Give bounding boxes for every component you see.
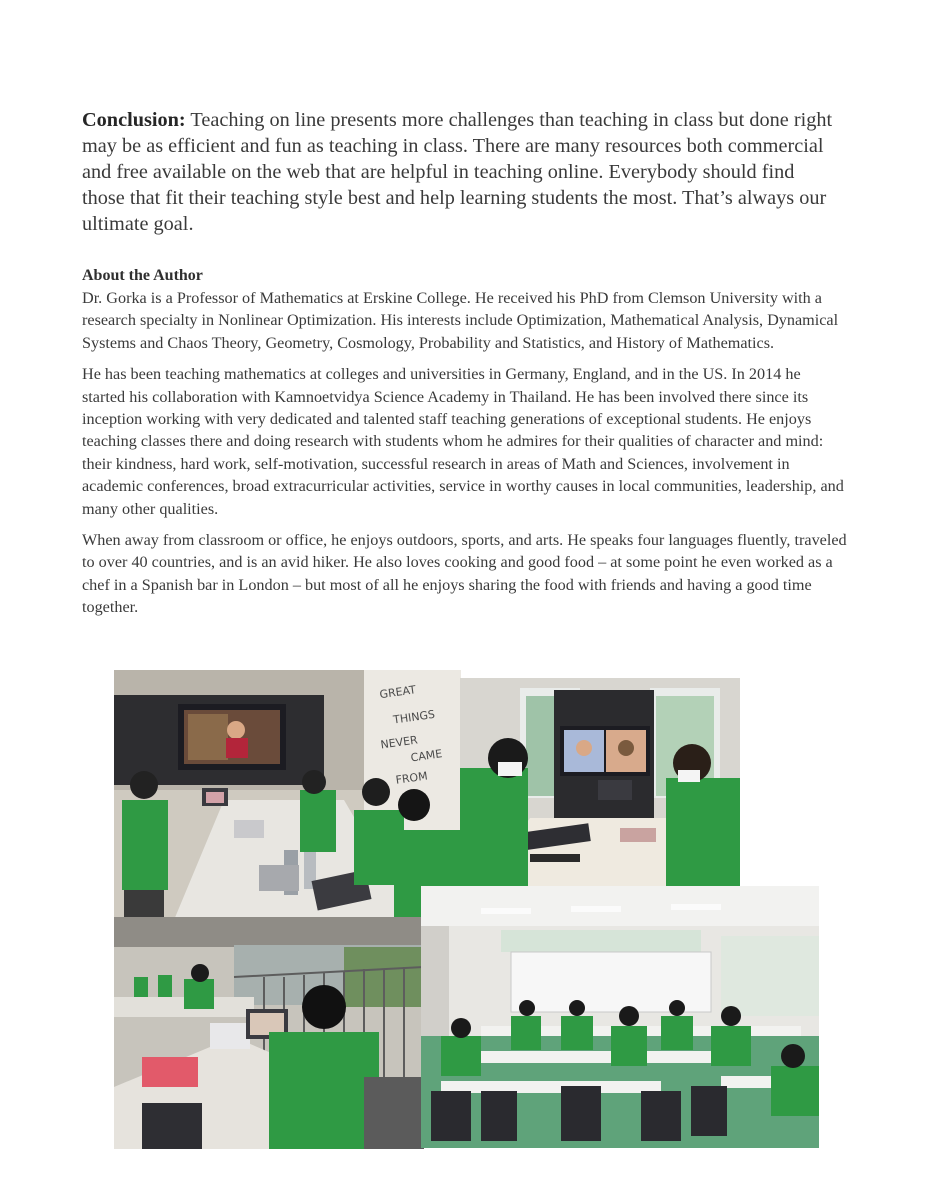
wall-word-4: CAME (409, 747, 444, 765)
about-author-section (82, 265, 847, 628)
wall-word-1: GREAT (378, 683, 417, 702)
author-career-paragraph: He has been teaching mathematics at colleges and universities in Germany, England, and in the US. In 2014 he started his collaboration with Kamnoetvidya Science Academy in Thailand. He has been involved there since its inception working with very dedicated and talented staff teaching generations of exceptional students. He enjoys teaching classes there and doing research with students whom he admires for their qualities of character and mind: their kindness, hard work, self-motivation, successful research in areas of Math and Sciences, involvement in academic conferences, broad extracurricular activities, service in worthy causes in local communities, leadership, and many other qualities. (82, 365, 844, 518)
photo-two-students (460, 678, 740, 890)
wall-word-3: NEVER (379, 733, 419, 752)
photo-classroom (421, 886, 819, 1148)
author-bio-paragraph: Dr. Gorka is a Professor of Mathematics at Erskine College. He received his PhD from Clemson University with a research specialty in Nonlinear Optimization. His interests include Optimization, Mathematical Analysis, Dynamical Systems and Chaos Theory, Geometry, Cosmology, Probability and Statistics, and History of Mathematics. (82, 289, 839, 352)
conclusion-label: Conclusion: (82, 109, 186, 131)
about-author-heading: About the Author (82, 267, 203, 284)
conclusion-paragraph (82, 107, 842, 237)
wall-word-5: FROM (394, 769, 429, 787)
wall-word-2: THINGS (392, 707, 436, 727)
photo-library-workspace (114, 917, 424, 1149)
author-hobbies-paragraph: When away from classroom or office, he enjoys outdoors, sports, and arts. He speaks four languages fluently, traveled to over 40 countries, and is an avid hiker. He also loves cooking and good food – at some point he even worked as a chef in a Spanish bar in London – but most of all he enjoys sharing the food with friends and having a good time together. (82, 531, 847, 617)
photo-meeting-room (114, 670, 461, 920)
conclusion-text: Teaching on line presents more challenges than teaching in class but done right may be as efficient and fun as teaching in class. There are many resources both commercial and free available on the web that are helpful in teaching online. Everybody should find those that fit their teaching style best and help learning students the most. That’s always our ultimate goal. (82, 109, 833, 235)
